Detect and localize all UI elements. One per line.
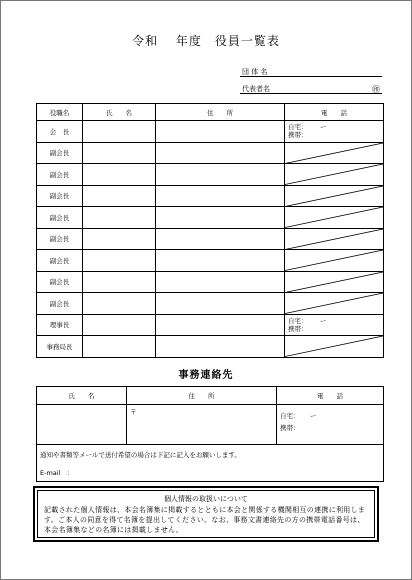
contact-home-label: 自宅： [280,412,300,420]
privacy-body: 記載された個人情報は、本会名簿集に掲載するとともに本会と関係する機関相互の連携に利用します。ご本人の同意を得て名簿を提出してください。なお、事務文書連絡先の方の携帯電話番号は、本会名簿集などの名簿には掲載しません。 [44,506,366,534]
contact-phone-field[interactable] [277,405,384,445]
privacy-notice [33,486,379,542]
representative-line[interactable] [240,93,382,94]
officer-name-field[interactable] [83,271,156,293]
seal-mark: ㊞ [372,85,380,94]
privacy-title: 個人情報の取扱いについて [164,495,248,503]
diagonal-slash [285,143,383,164]
diagonal-slash [285,250,383,271]
officer-role: 会 長 [37,121,83,143]
group-name-line[interactable] [240,76,382,77]
officer-name-field[interactable] [83,250,156,272]
officer-row [37,207,384,229]
officer-role: 副会長 [37,207,83,229]
contact-header-name: 氏 名 [37,387,127,405]
diagonal-slash [285,293,383,314]
contact-home-dash: ー [309,412,317,420]
contact-section-title: 事務連絡先 [178,370,234,381]
officer-name-field[interactable] [83,185,156,207]
officer-address-field[interactable] [156,250,285,272]
group-name-label: 団 体 名 [242,68,268,76]
representative-label: 代表者名 [242,85,270,93]
officer-row [37,185,384,207]
header-address: 住 所 [156,104,285,121]
diagonal-slash [285,229,383,250]
officers-table [36,103,384,358]
header-name: 氏 名 [83,104,156,121]
officer-name-field[interactable] [83,314,156,336]
diagonal-slash [285,272,383,293]
officer-address-field[interactable] [156,293,285,315]
contact-email-row [37,463,384,482]
contact-mobile-label: 携帯： [280,424,300,432]
page-title: 令和 年度 役員一覧表 [132,34,280,48]
officer-address-field[interactable] [156,142,285,164]
officer-phone-field[interactable] [285,250,384,272]
mobile-phone-label: 携帯： [288,324,308,333]
officer-row [37,250,384,272]
officer-name-field[interactable] [83,121,156,143]
officer-phone-field[interactable] [285,207,384,229]
officer-role: 副会長 [37,250,83,272]
header-phone: 電 話 [285,104,384,121]
officer-address-field[interactable] [156,314,285,336]
officer-name-field[interactable] [83,207,156,229]
officer-role: 副会長 [37,228,83,250]
email-field[interactable] [37,463,384,482]
officer-row [37,142,384,164]
diagonal-slash [285,336,383,357]
header-role: 役職名 [37,104,83,121]
officer-address-field[interactable] [156,121,285,143]
officer-phone-field[interactable] [285,142,384,164]
postal-mark: 〒 [130,408,137,416]
officers-header-row [37,104,384,121]
officer-name-field[interactable] [83,293,156,315]
officer-row [37,164,384,186]
email-note: 通知や書類等メールで送付希望の場合は下記に記入をお願いします。 [37,445,384,464]
officer-row [37,293,384,315]
officer-address-field[interactable] [156,228,285,250]
officer-address-field[interactable] [156,207,285,229]
home-phone-dash: ー [319,123,327,132]
home-phone-dash: ー [319,316,327,325]
contact-body-row [37,405,384,445]
officer-phone-field[interactable] [285,314,384,336]
officer-name-field[interactable] [83,164,156,186]
officer-row [37,121,384,143]
contact-header-row [37,387,384,405]
officer-role: 副会長 [37,142,83,164]
officer-address-field[interactable] [156,271,285,293]
officer-phone-field[interactable] [285,271,384,293]
mobile-phone-label: 携帯： [288,131,308,140]
diagonal-slash [285,164,383,185]
diagonal-slash [285,186,383,207]
contact-header-address: 住 所 [127,387,277,405]
officer-phone-field[interactable] [285,185,384,207]
email-label: E-mail ： [40,468,74,477]
officer-name-field[interactable] [83,228,156,250]
officer-address-field[interactable] [156,336,285,358]
home-phone-label: 自宅： [288,316,308,325]
home-phone-label: 自宅： [288,123,308,132]
contact-header-phone: 電 話 [277,387,384,405]
officer-role: 副会長 [37,293,83,315]
officer-name-field[interactable] [83,142,156,164]
officer-row [37,336,384,358]
officer-phone-field[interactable] [285,293,384,315]
contact-name-field[interactable] [37,405,127,445]
contact-address-field[interactable] [127,405,277,445]
officer-phone-field[interactable] [285,336,384,358]
officer-phone-field[interactable] [285,228,384,250]
officer-row [37,314,384,336]
diagonal-slash [285,207,383,228]
officer-name-field[interactable] [83,336,156,358]
officer-row [37,271,384,293]
officer-role: 事務局長 [37,336,83,358]
officer-phone-field[interactable] [285,164,384,186]
officer-role: 副会長 [37,185,83,207]
officer-row [37,228,384,250]
officer-role: 理事長 [37,314,83,336]
officer-phone-field[interactable] [285,121,384,143]
officer-address-field[interactable] [156,164,285,186]
officer-role: 副会長 [37,164,83,186]
contact-table [36,386,384,482]
officer-address-field[interactable] [156,185,285,207]
officer-role: 副会長 [37,271,83,293]
contact-note-row [37,445,384,464]
